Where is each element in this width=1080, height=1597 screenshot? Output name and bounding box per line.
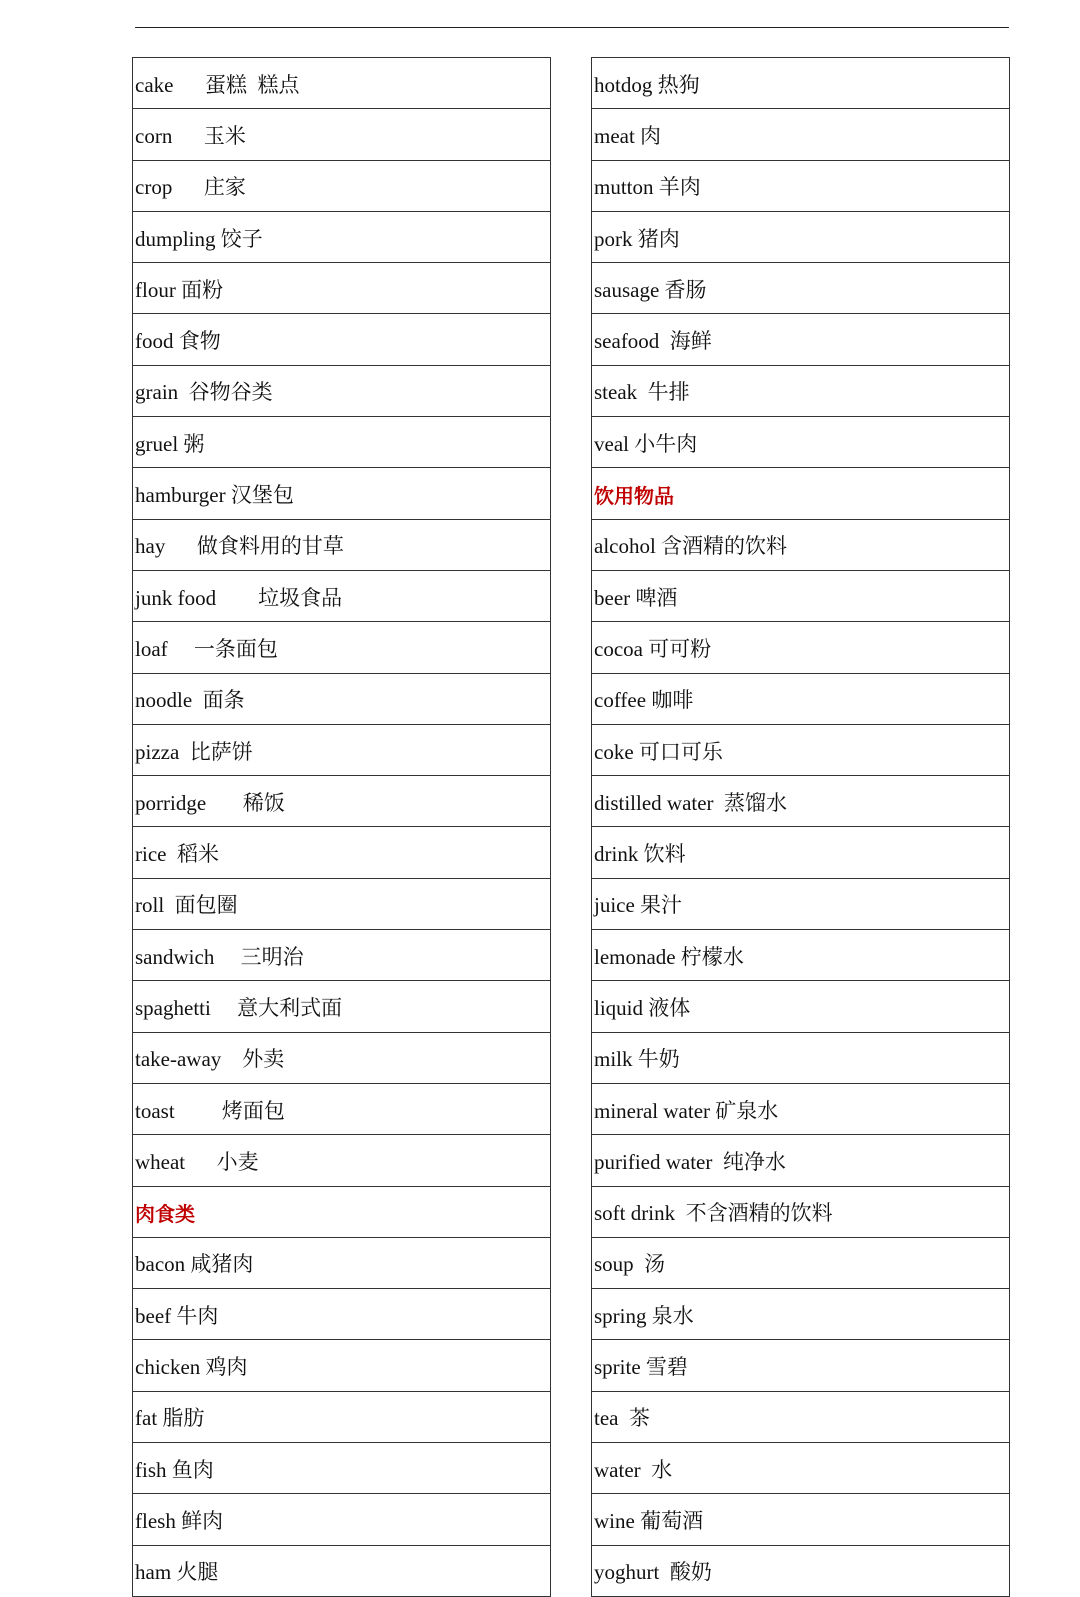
vocab-entry: mineral water 矿泉水 (592, 1083, 1010, 1134)
vocab-entry: spring 泉水 (592, 1289, 1010, 1340)
vocab-row (592, 58, 1010, 109)
vocab-entry: tea 茶 (592, 1391, 1010, 1442)
section-heading: 肉食类 (133, 1186, 551, 1237)
vocab-entry: sandwich 三明治 (133, 930, 551, 981)
vocab-entry: grain 谷物谷类 (133, 365, 551, 416)
vocab-row (592, 1135, 1010, 1186)
vocab-entry: gruel 粥 (133, 417, 551, 468)
section-heading: 饮用物品 (592, 468, 1010, 519)
vocab-row (133, 1494, 551, 1545)
vocab-entry: water 水 (592, 1443, 1010, 1494)
vocab-entry: cocoa 可可粉 (592, 622, 1010, 673)
vocab-row (133, 365, 551, 416)
vocab-row (592, 878, 1010, 929)
vocab-entry: mutton 羊肉 (592, 160, 1010, 211)
vocab-entry: bacon 咸猪肉 (133, 1237, 551, 1288)
vocab-row (133, 160, 551, 211)
vocab-row (133, 1237, 551, 1288)
vocab-entry: ham 火腿 (133, 1545, 551, 1596)
vocab-entry: porridge 稀饭 (133, 776, 551, 827)
vocab-entry: sausage 香肠 (592, 263, 1010, 314)
section-heading-row (592, 468, 1010, 519)
vocab-entry: beer 啤酒 (592, 570, 1010, 621)
vocab-table-right-body (592, 58, 1010, 1597)
vocab-entry: loaf 一条面包 (133, 622, 551, 673)
vocab-entry: soup 汤 (592, 1237, 1010, 1288)
vocab-entry: cake 蛋糕 糕点 (133, 58, 551, 109)
vocab-entry: coffee 咖啡 (592, 673, 1010, 724)
vocab-row (133, 1032, 551, 1083)
vocab-row (592, 673, 1010, 724)
vocab-row (133, 827, 551, 878)
vocab-entry: flesh 鲜肉 (133, 1494, 551, 1545)
vocab-row (133, 211, 551, 262)
vocab-row (592, 1443, 1010, 1494)
vocab-row (592, 827, 1010, 878)
vocab-entry: noodle 面条 (133, 673, 551, 724)
vocab-row (592, 981, 1010, 1032)
vocab-entry: pork 猪肉 (592, 211, 1010, 262)
vocab-row (592, 365, 1010, 416)
vocab-table-left (132, 57, 551, 1597)
vocab-entry: take-away 外卖 (133, 1032, 551, 1083)
vocab-entry: hotdog 热狗 (592, 58, 1010, 109)
vocab-entry: seafood 海鲜 (592, 314, 1010, 365)
vocab-entry: spaghetti 意大利式面 (133, 981, 551, 1032)
vocab-row (133, 1289, 551, 1340)
vocab-row (133, 622, 551, 673)
vocab-row (133, 673, 551, 724)
vocab-entry: junk food 垃圾食品 (133, 570, 551, 621)
vocab-row (592, 930, 1010, 981)
vocab-row (133, 930, 551, 981)
vocab-entry: corn 玉米 (133, 109, 551, 160)
vocab-table-left-body (133, 58, 551, 1597)
vocab-entry: lemonade 柠檬水 (592, 930, 1010, 981)
vocab-entry: drink 饮料 (592, 827, 1010, 878)
vocab-entry: veal 小牛肉 (592, 417, 1010, 468)
vocab-row (133, 981, 551, 1032)
vocab-entry: hamburger 汉堡包 (133, 468, 551, 519)
vocab-row (133, 519, 551, 570)
vocab-row (133, 1545, 551, 1596)
vocab-row (133, 1135, 551, 1186)
vocab-row (592, 724, 1010, 775)
vocab-row (133, 1083, 551, 1134)
top-rule (135, 27, 1009, 28)
vocab-row (592, 1340, 1010, 1391)
vocab-row (592, 776, 1010, 827)
vocab-entry: fish 鱼肉 (133, 1443, 551, 1494)
vocab-row (133, 878, 551, 929)
vocab-row (133, 1391, 551, 1442)
vocab-row (592, 570, 1010, 621)
vocab-entry: coke 可口可乐 (592, 724, 1010, 775)
vocab-row (592, 622, 1010, 673)
vocab-row (133, 314, 551, 365)
vocab-row (592, 211, 1010, 262)
vocab-row (133, 570, 551, 621)
vocab-entry: yoghurt 酸奶 (592, 1545, 1010, 1596)
vocab-row (133, 109, 551, 160)
vocab-entry: food 食物 (133, 314, 551, 365)
vocab-entry: sprite 雪碧 (592, 1340, 1010, 1391)
vocab-row (592, 1391, 1010, 1442)
vocab-row (592, 417, 1010, 468)
vocab-row (133, 417, 551, 468)
vocab-entry: flour 面粉 (133, 263, 551, 314)
vocab-entry: juice 果汁 (592, 878, 1010, 929)
vocab-row (592, 1494, 1010, 1545)
vocab-entry: steak 牛排 (592, 365, 1010, 416)
vocab-row (592, 1032, 1010, 1083)
vocab-entry: liquid 液体 (592, 981, 1010, 1032)
vocab-entry: toast 烤面包 (133, 1083, 551, 1134)
vocab-row (592, 1186, 1010, 1237)
vocab-entry: distilled water 蒸馏水 (592, 776, 1010, 827)
vocab-row (592, 263, 1010, 314)
vocab-entry: beef 牛肉 (133, 1289, 551, 1340)
vocab-entry: chicken 鸡肉 (133, 1340, 551, 1391)
vocab-entry: pizza 比萨饼 (133, 724, 551, 775)
vocab-table-right (591, 57, 1010, 1597)
vocab-entry: rice 稻米 (133, 827, 551, 878)
vocab-row (133, 58, 551, 109)
vocab-entry: purified water 纯净水 (592, 1135, 1010, 1186)
vocab-entry: crop 庄家 (133, 160, 551, 211)
vocab-row (592, 519, 1010, 570)
vocab-entry: wheat 小麦 (133, 1135, 551, 1186)
vocab-row (592, 1545, 1010, 1596)
vocab-entry: hay 做食料用的甘草 (133, 519, 551, 570)
vocab-entry: alcohol 含酒精的饮料 (592, 519, 1010, 570)
vocab-row (133, 1443, 551, 1494)
vocab-entry: meat 肉 (592, 109, 1010, 160)
vocab-row (133, 776, 551, 827)
section-heading-row (133, 1186, 551, 1237)
vocab-row (592, 109, 1010, 160)
vocab-row (592, 1289, 1010, 1340)
vocab-row (133, 468, 551, 519)
vocab-entry: dumpling 饺子 (133, 211, 551, 262)
vocab-entry: milk 牛奶 (592, 1032, 1010, 1083)
vocab-entry: soft drink 不含酒精的饮料 (592, 1186, 1010, 1237)
vocab-row (133, 1340, 551, 1391)
vocab-row (592, 314, 1010, 365)
vocab-entry: fat 脂肪 (133, 1391, 551, 1442)
vocab-row (133, 263, 551, 314)
vocab-row (133, 724, 551, 775)
vocab-entry: wine 葡萄酒 (592, 1494, 1010, 1545)
vocab-row (592, 1083, 1010, 1134)
vocab-entry: roll 面包圈 (133, 878, 551, 929)
vocab-row (592, 1237, 1010, 1288)
vocab-row (592, 160, 1010, 211)
